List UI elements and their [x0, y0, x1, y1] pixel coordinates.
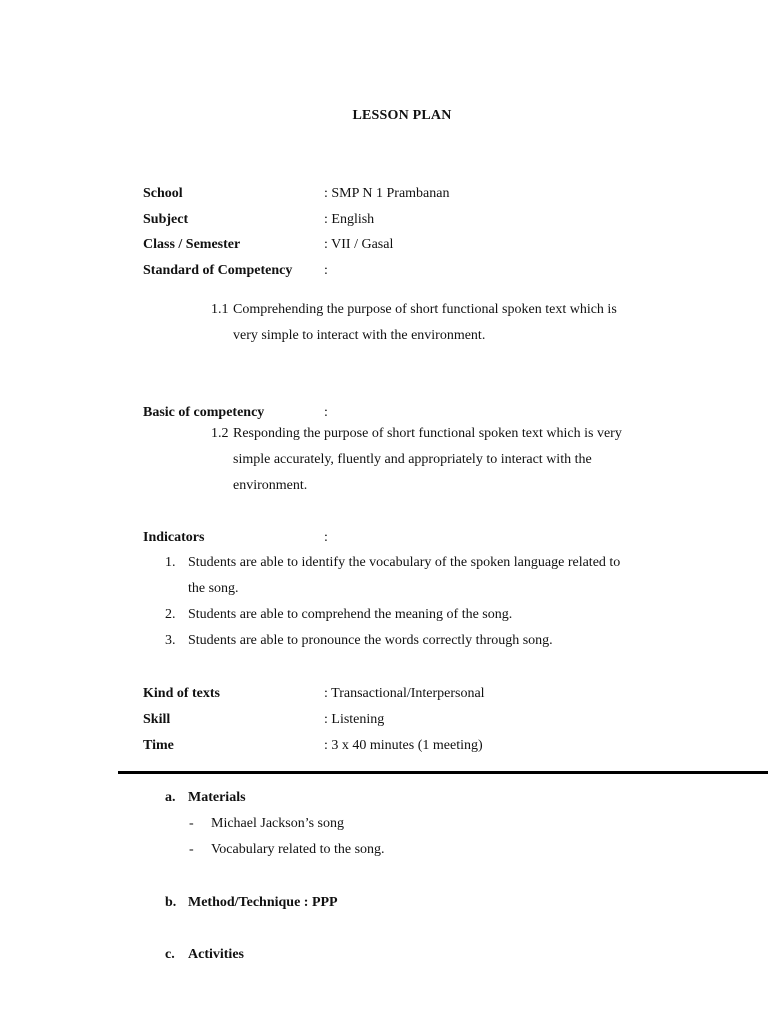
school-value: : SMP N 1 Prambanan — [324, 186, 450, 201]
basic-item-number: 1.2 — [211, 426, 229, 441]
time-value: : 3 x 40 minutes (1 meeting) — [324, 738, 483, 753]
page-title: LESSON PLAN — [352, 108, 452, 123]
section-a-marker: a. — [165, 790, 176, 805]
class-value: : VII / Gasal — [324, 237, 394, 252]
standard-label: Standard of Competency — [143, 263, 293, 278]
section-b-marker: b. — [165, 895, 177, 910]
indicator-text: Students are able to comprehend the meaning of the song. — [188, 607, 513, 622]
skill-label: Skill — [143, 712, 171, 727]
subject-label: Subject — [143, 212, 189, 227]
indicator-number: 3. — [165, 633, 176, 648]
kind-label: Kind of texts — [143, 686, 220, 701]
section-c-marker: c. — [165, 947, 175, 962]
horizontal-divider — [118, 771, 768, 774]
section-a-label: Materials — [188, 790, 246, 805]
basic-item-line: simple accurately, fluently and appropriately to interact with the — [233, 452, 592, 467]
school-label: School — [143, 186, 183, 201]
standard-item-number: 1.1 — [211, 302, 229, 317]
indicator-text: Students are able to pronounce the words correctly through song. — [188, 633, 553, 648]
basic-label: Basic of competency — [143, 405, 265, 420]
indicator-number: 2. — [165, 607, 176, 622]
subject-value: : English — [324, 212, 375, 227]
indicator-text: Students are able to identify the vocabulary of the spoken language related to — [188, 555, 621, 570]
basic-colon: : — [324, 405, 328, 420]
material-dash: - — [189, 842, 194, 857]
standard-item-text — [233, 297, 660, 349]
indicators-label: Indicators — [143, 530, 205, 545]
basic-item-text — [233, 421, 660, 499]
material-dash: - — [189, 816, 194, 831]
indicator-text: the song. — [188, 581, 239, 596]
basic-item-line: Responding the purpose of short functional spoken text which is very — [233, 426, 622, 441]
material-item: Michael Jackson’s song — [211, 816, 344, 831]
standard-item-line: Comprehending the purpose of short functional spoken text which is — [233, 302, 617, 317]
skill-value: : Listening — [324, 712, 385, 727]
standard-colon: : — [324, 263, 328, 278]
section-b-label: Method/Technique : PPP — [188, 895, 338, 910]
standard-item-line: very simple to interact with the environment. — [233, 328, 486, 343]
time-label: Time — [143, 738, 174, 753]
class-label: Class / Semester — [143, 237, 241, 252]
indicator-number: 1. — [165, 555, 176, 570]
indicators-colon: : — [324, 530, 328, 545]
material-item: Vocabulary related to the song. — [211, 842, 385, 857]
kind-value: : Transactional/Interpersonal — [324, 686, 485, 701]
basic-item-line: environment. — [233, 478, 308, 493]
section-c-label: Activities — [188, 947, 244, 962]
